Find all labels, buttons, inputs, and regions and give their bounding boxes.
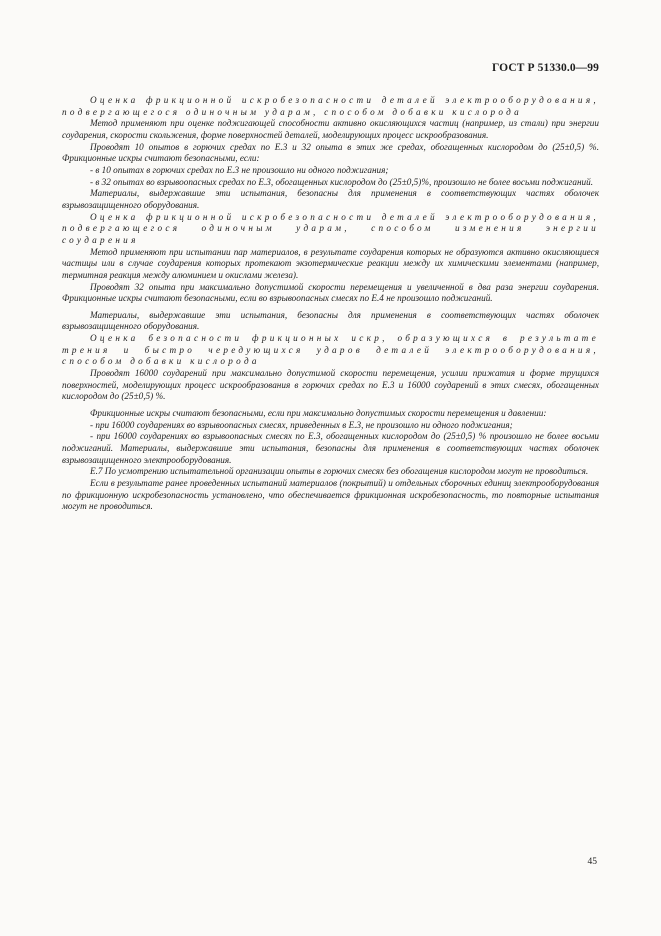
paragraph: Метод применяют при оценке поджигающей способности активно окисляющихся частиц (например, из стали) при энергии соударения, скорости скольжения, форме поверхностей деталей, моделирующих процесс искрообразования. [62, 118, 599, 140]
clause-e7: Е.7 По усмотрению испытательной организации опыты в горючих смесях без обогащения кислородом могут не проводиться. [90, 466, 589, 477]
section-heading: Оценка фрикционной искробезопасности деталей электрооборудования, подвергающегося одиночным ударам, способом изменения энергии соударения [62, 211, 599, 245]
paragraph: Проводят 16000 соударений при максимально допустимой скорости перемещения, усилии прижатия и форме трущихся поверхностей, моделирующих процесс искрообразования в горючих средах по Е.3 и 16000 соударений в этих смесях, обогащенных кислородом до (25±0,5) %. [62, 368, 599, 402]
section-heading: Оценка безопасности фрикционных искр, образующихся в результате трения и быстро чередующихся ударов деталей электрооборудования, способом добавки кислорода [62, 333, 599, 367]
list-item: - в 10 опытах в горючих средах по Е.3 не произошло ни одного поджигания; [90, 164, 389, 175]
list-item: - при 16000 соударениях во взрывоопасных смесях по Е.3, обогащенных кислородом до (25±0,5) % произошло не более восьми поджиганий. Материалы, выдержавшие эти испытания, безопасны для применения в соответствующих частях оболочек взрывозащищенного электрооборудования. [62, 431, 599, 465]
list-item: - в 32 опытах во взрывоопасных средах по Е.3, обогащенных кислородом до (25±0,5)%, произошло не более восьми поджиганий. [90, 176, 593, 187]
list-item: - при 16000 соударениях во взрывоопасных смесях, приведенных в Е.3, не произошло ни одного поджигания; [90, 419, 513, 430]
document-body [62, 95, 599, 513]
paragraph: Фрикционные искры считают безопасными, если при максимально допустимых скорости перемещения и давлении: [90, 408, 547, 419]
paragraph: Проводят 32 опыта при максимально допустимой скорости перемещения и увеличенной в два раза энергии соударения. Фрикционные искры считают безопасными, если во взрывоопасных смесях по Е.4 не произошло поджиганий. [62, 281, 599, 304]
paragraph: Материалы, выдержавшие эти испытания, безопасны для применения в соответствующих частях оболочек взрывозащищенного оборудования. [62, 188, 599, 210]
paragraph: Если в результате ранее проведенных испытаний материалов (покрытий) и отдельных сборочных единиц электрооборудования по фрикционную искробезопасность установлено, что обеспечивается фрикционная искробезопасность, то повторные испытания могут не проводиться. [62, 478, 599, 512]
section-heading: Оценка фрикционной искробезопасности деталей электрооборудования, подвергающегося одиночным ударам, способом добавки кислорода [62, 95, 599, 117]
page-number: 45 [587, 857, 597, 867]
paragraph: Метод применяют при испытании пар материалов, в результате соударения которых не образуются активно окисляющиеся частицы или в случае соударения которых протекают экзотермические реакции между их химическими элементами (например, термитная реакция между алюминием и окислами железа). [62, 246, 599, 280]
paragraph: Материалы, выдержавшие эти испытания, безопасны для применения в соответствующих частях оболочек взрывозащищенного оборудования. [62, 309, 599, 332]
standard-designation: ГОСТ Р 51330.0—99 [492, 62, 599, 74]
paragraph: Проводят 10 опытов в горючих средах по Е.3 и 32 опыта в этих же средах, обогащенных кислородом до (25±0,5) %. Фрикционные искры считают безопасными, если: [62, 141, 599, 164]
